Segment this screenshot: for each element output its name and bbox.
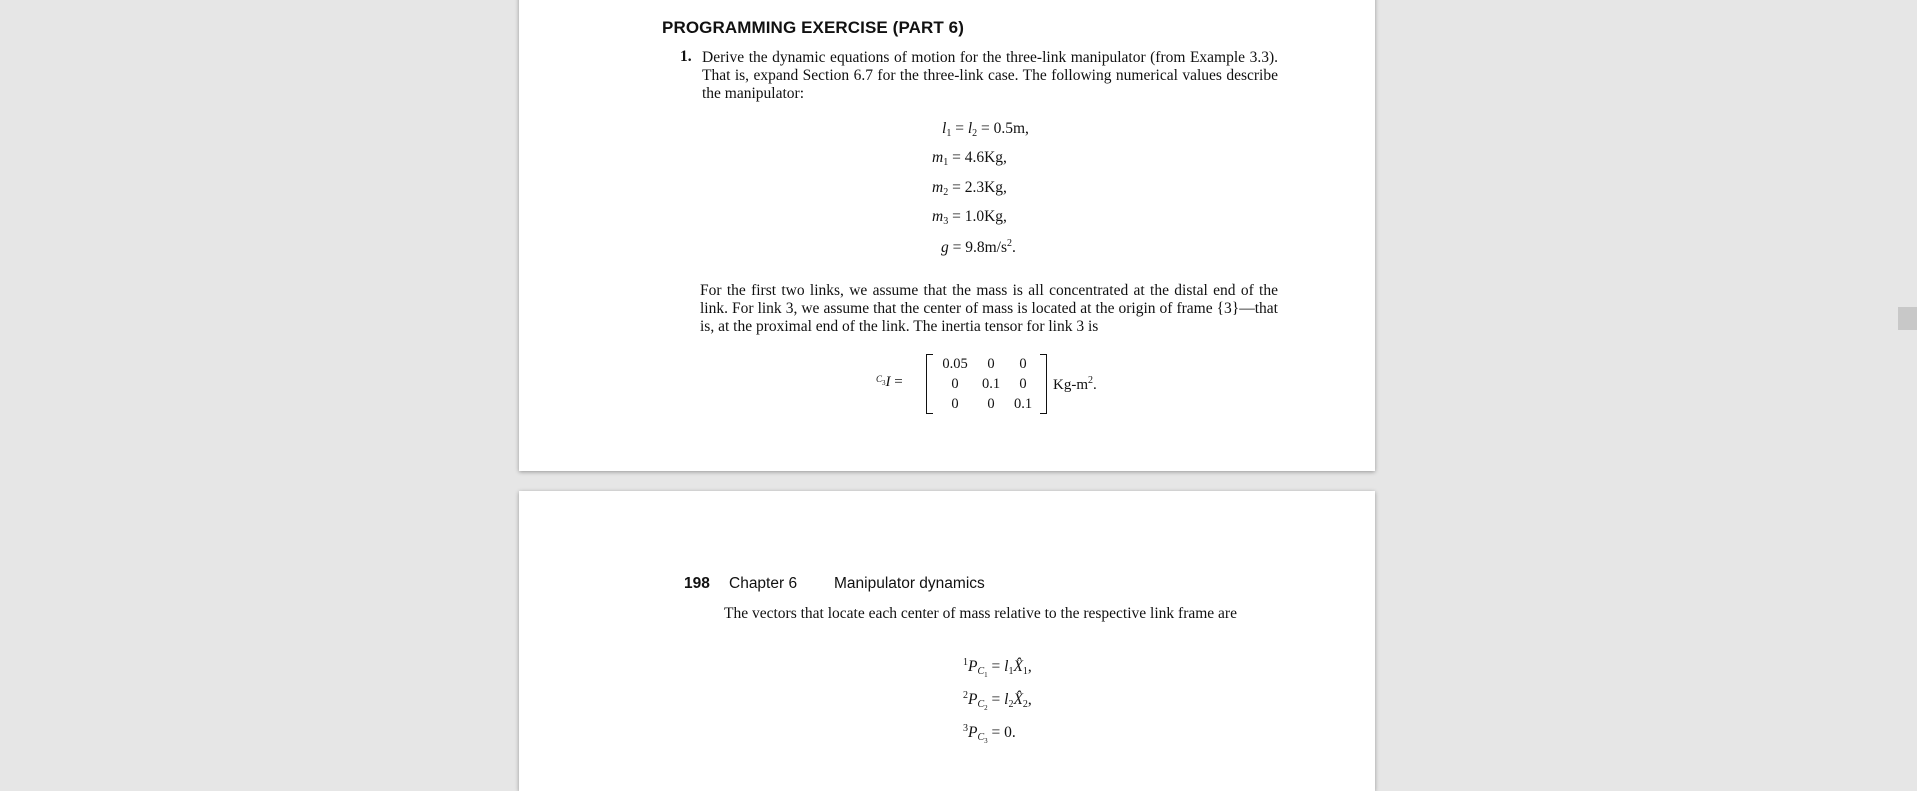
m1-value: 4.6Kg, — [964, 149, 1007, 166]
matrix-cell: 0 — [1019, 356, 1027, 372]
matrix-cell: 0 — [987, 356, 995, 372]
p-c3-value: 0. — [1004, 724, 1016, 741]
chapter-title: Manipulator dynamics — [834, 575, 985, 592]
matrix-cell: 0.1 — [1013, 396, 1033, 412]
inertia-unit-text: Kg-m — [1053, 377, 1088, 393]
center-of-mass-paragraph: The vectors that locate each center of mass relative to the respective link frame are — [724, 605, 1237, 622]
inertia-unit: $Kg-m^2$. — [1053, 375, 1097, 393]
equation-p-c2: $^2P_{C_2}$ = $l_2X̂_2$, — [963, 690, 1032, 712]
scrollbar-thumb[interactable] — [1898, 307, 1917, 330]
equation-m1: $m_1 = 4.6Kg$, — [932, 149, 1007, 168]
chapter-label: Chapter 6 — [729, 575, 798, 592]
m2-value: 2.3Kg, — [964, 179, 1007, 196]
equation-p-c1: $^1P_{C_1}$ = $l_1X̂_1$, — [963, 657, 1032, 679]
g-value: 9.8m/s — [965, 239, 1008, 256]
length-value: 0.5m, — [993, 120, 1029, 137]
matrix-right-bracket — [1040, 354, 1047, 414]
matrix-cell: 0.1 — [981, 376, 1001, 392]
page-number: 198 — [684, 575, 710, 592]
question-text: Derive the dynamic equations of motion for the three-link manipulator (from Example 3.3). That is, expand Section 6.7 for the three-link case. The following numerical values describe the manipulator: — [702, 49, 1278, 102]
inertia-matrix — [934, 355, 1040, 414]
question-number: 1. — [680, 48, 692, 65]
equation-m3: $m_3 = 1.0Kg$, — [932, 208, 1007, 227]
exercise-heading: PROGRAMMING EXERCISE (PART 6) — [662, 18, 964, 37]
matrix-cell: 0 — [951, 396, 959, 412]
m3-value: 1.0Kg, — [964, 208, 1007, 225]
matrix-cell: 0.05 — [942, 356, 968, 372]
document-page-1 — [519, 0, 1375, 471]
matrix-left-bracket — [926, 354, 933, 414]
inertia-tensor-lhs: $^{C_3}$I = — [876, 374, 903, 390]
equation-p-c3: $^3P_{C_3} = 0$. — [963, 723, 1016, 745]
matrix-cell: 0 — [1019, 376, 1027, 392]
matrix-cell: 0 — [951, 376, 959, 392]
equation-g: $g = 9.8m/s^2$. — [941, 238, 1016, 256]
equation-lengths: $l_1 = l_2 = 0.5m$, — [942, 120, 1029, 139]
mass-description-paragraph: For the first two links, we assume that the mass is all concentrated at the distal end of the link. For link 3, we assume that the center of mass is located at the origin of frame {3}—that is, at the proximal end of the link. The inertia tensor for link 3 is — [700, 282, 1278, 335]
document-page-2 — [519, 491, 1375, 791]
matrix-cell: 0 — [987, 396, 995, 412]
equation-m2: $m_2 = 2.3Kg$, — [932, 179, 1007, 198]
